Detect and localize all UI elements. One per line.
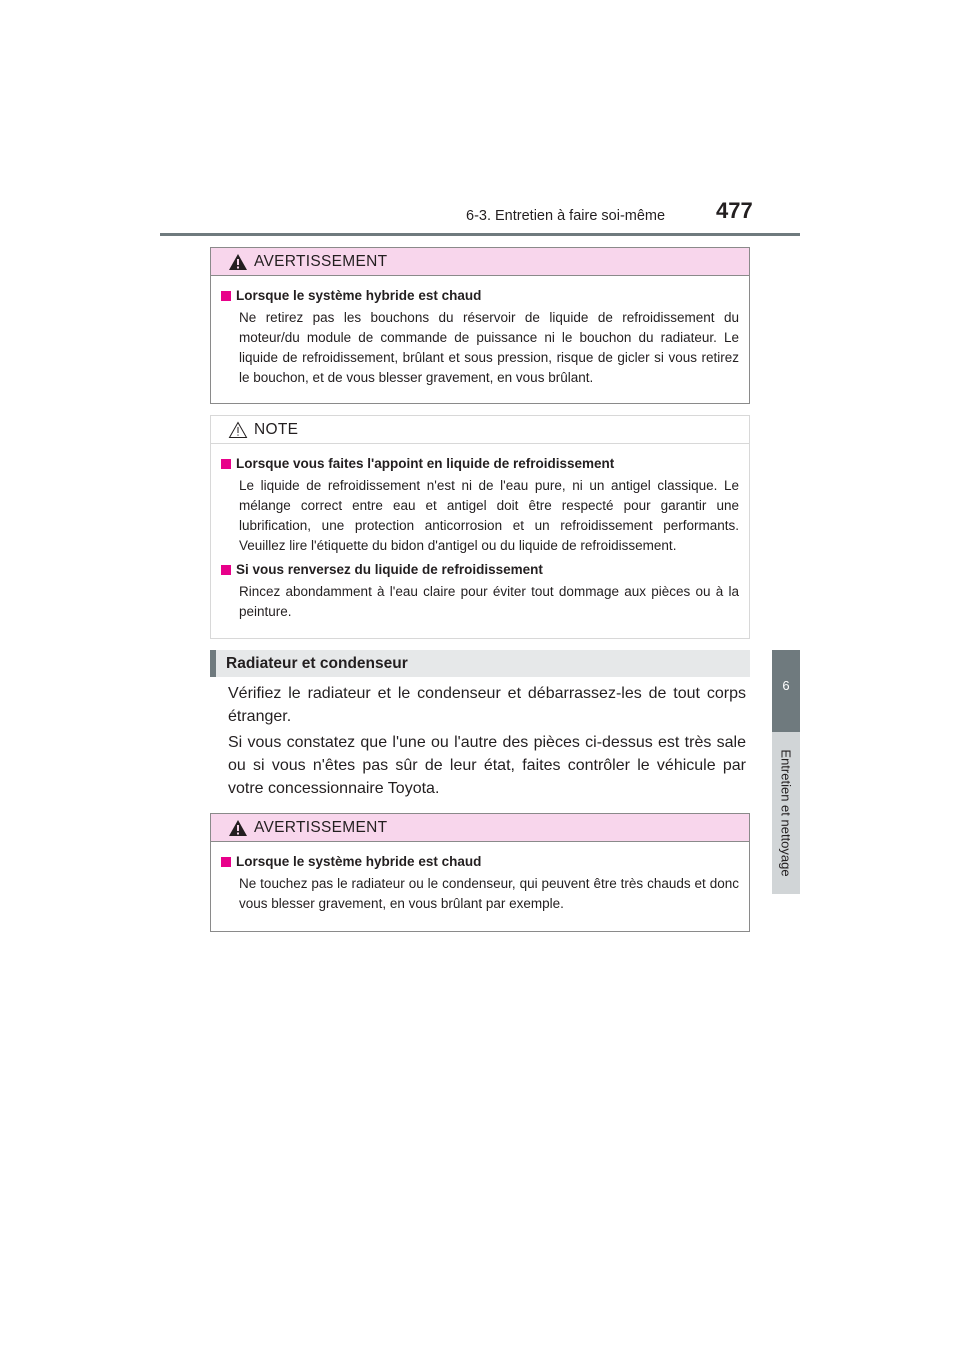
warning-header	[211, 814, 749, 842]
note-item-heading: Lorsque vous faites l'appoint en liquide de refroidissement	[221, 456, 739, 471]
bullet-square-icon	[221, 459, 231, 469]
note-item-text: Rincez abondamment à l'eau claire pour éviter tout dommage aux pièces ou à la peinture.	[239, 584, 739, 619]
note-item-heading: Si vous renversez du liquide de refroidissement	[221, 562, 739, 577]
section-heading: Radiateur et condenseur	[210, 650, 750, 677]
note-header	[211, 416, 749, 444]
warning-triangle-icon	[228, 253, 248, 271]
body-paragraph: Si vous constatez que l'une ou l'autre des pièces ci-dessus est très sale ou si vous n'êtes pas sûr de leur état, faites contrôler le véhicule par votre concessionnaire Toyota.	[228, 734, 746, 797]
header-divider	[160, 233, 800, 236]
section-breadcrumb: 6-3. Entretien à faire soi-même	[466, 208, 666, 224]
warning-item-heading: Lorsque le système hybride est chaud	[221, 854, 739, 869]
warning-item-heading: Lorsque le système hybride est chaud	[221, 288, 739, 303]
chapter-number: 6	[782, 678, 790, 693]
bullet-square-icon	[221, 857, 231, 867]
warning-header	[211, 248, 749, 276]
warning-item-text: Ne retirez pas les bouchons du réservoir de liquide de refroidissement du moteur/du module de commande de puissance ni le bouchon du radiateur. Le liquide de refroidissement, brûlant et sous pression, risque de gicler si vous retirez le bouchon, et de vous blesser gravement, en vous brûlant.	[239, 310, 739, 385]
warning-box	[210, 813, 750, 932]
note-title: NOTE	[254, 420, 299, 438]
note-box	[210, 415, 750, 639]
page-number: 477	[716, 198, 753, 223]
body-paragraph: Vérifiez le radiateur et le condenseur et débarrassez-les de tout corps étranger.	[228, 685, 746, 725]
warning-box	[210, 247, 750, 404]
note-item-text: Le liquide de refroidissement n'est ni de l'eau pure, ni un antigel classique. Le mélange correct entre eau et antigel doit être respecté pour garantir une lubrification, une protection anticorrosion et un refroidissement performants. Veuillez lire l'étiquette du bidon d'antigel ou du liquide de refroidissement.	[239, 478, 739, 553]
chapter-label: Entretien et nettoyage	[778, 749, 794, 877]
warning-item-text: Ne touchez pas le radiateur ou le condenseur, qui peuvent être très chauds et donc vous blesser gravement, en vous brûlant par exemple.	[239, 876, 739, 911]
warning-title: AVERTISSEMENT	[254, 252, 388, 270]
bullet-square-icon	[221, 291, 231, 301]
warning-triangle-icon	[228, 819, 248, 837]
warning-title: AVERTISSEMENT	[254, 818, 388, 836]
bullet-square-icon	[221, 565, 231, 575]
note-triangle-icon	[228, 421, 248, 439]
